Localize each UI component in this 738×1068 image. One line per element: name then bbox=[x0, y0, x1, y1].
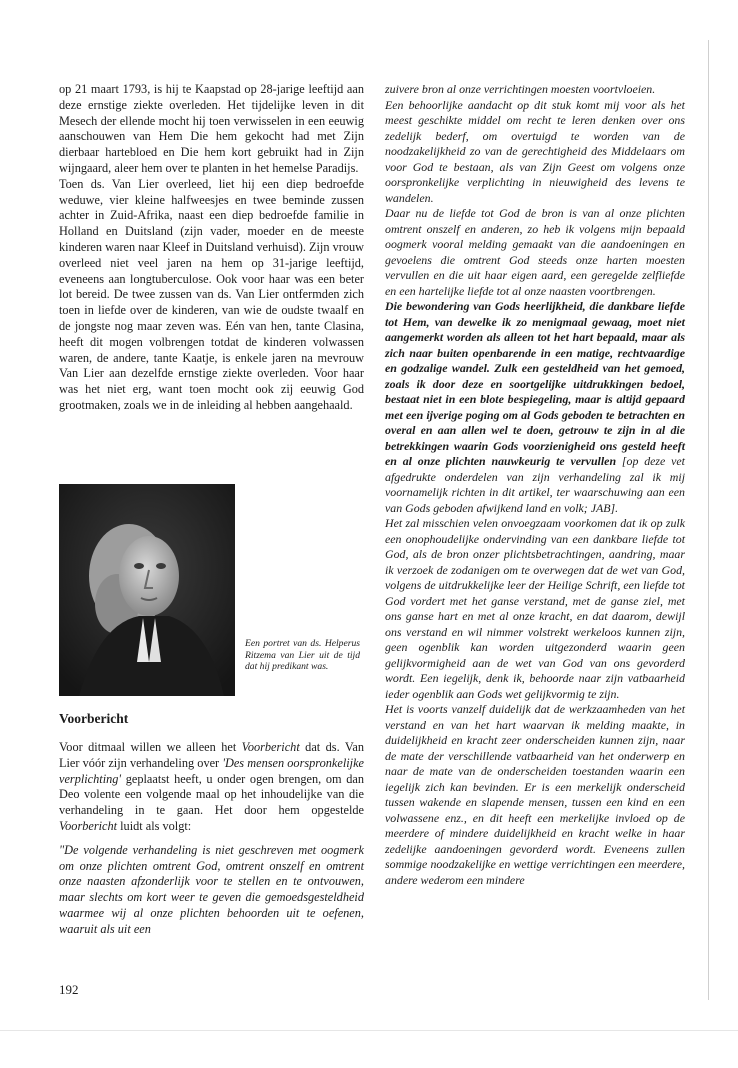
right-paragraph-5: Het zal misschien velen onvoegzaam voorkomen dat ik op zulk een onophoudelijke ondervinding van een dankbare liefde tot God, als de bron onzer plichtsbetrachtingen, aandring, maar ik verzoek de zodanigen om te overwegen dat de wet van God, volgens de uitdrukkelijke leer der Heilige Schrift, een liefde tot God vordert met het ganse verstand, met de ganse ziel, met ons ganse hart en met al onze kracht, en dat daarom, dewijl ons verstand en wil nimmer volstrekt werkeloos kunnen zijn, geen ogenblik kan worden uitgezonderd waarin geen gelijkvormigheid aan de wet van God van ons gevorderd wordt. Een iegelijk, denk ik, behoorde naar zijn vatbaarheid ieder ogenblik aan Gods wet gelijkvormig te zijn. bbox=[385, 516, 685, 701]
portrait-icon bbox=[59, 484, 235, 696]
right-paragraph-1: zuivere bron al onze verrichtingen moesten voortvloeien. bbox=[385, 82, 656, 96]
portrait-caption: Een portret van ds. Helperus Ritzema van Lier uit de tijd dat hij predikant was. bbox=[245, 638, 360, 673]
left-column-bottom bbox=[59, 740, 364, 938]
right-paragraph-3: Daar nu de liefde tot God de bron is van al onze plichten omtrent onszelf en anderen, zo heb ik volgens mijn bepaald oogmerk vooral melding gemaakt van die aandoeningen en gevoelens die omtrent God steeds onze harten moesten vervullen en die uit haar eigen aard, een geregelde zelfliefde en een hartelijke liefde tot al onze naasten voortbrengen. bbox=[385, 206, 685, 298]
right-paragraph-2: Een behoorlijke aandacht op dit stuk komt mij voor als het meest geschikte middel om recht te leren denken over ons zedelijk bederf, om overtuigd te worden van de noodzakelijkheid zo van de gerechtigheid des Middelaars om voor God te bestaan, als van Zijn Geest om volgens onze oorspronkelijke verplichting in nieuwigheid des levens te wandelen. bbox=[385, 97, 685, 205]
text-run-italic: 'Des mensen oorspronkelijke verplichting' bbox=[59, 755, 364, 786]
right-paragraph-6: Het is voorts vanzelf duidelijk dat de werkzaamheden van het verstand en van het hart waarvan ik melding maakte, in duidelijkheid en kracht zeer onderscheiden kunnen zijn, naar de mate der verschillende vatbaarheid van het onderwerp en naar de mate van de onderscheiden toestanden waarin een iegelijk zich kan bevinden. Er is een merkelijk onderscheid tussen wakende en slapende mensen, tussen een kind en een volwassene enz., en dit heeft een merkelijke invloed op de meerdere of mindere duidelijkheid en kracht welke in haar zedelijke aandoeningen gevorderd wordt. Eveneens zullen sommige noodzakelijke en wettige verrichtingen een meerdere, andere wederom een mindere bbox=[385, 702, 685, 887]
paragraph-3 bbox=[59, 740, 364, 835]
bold-passage: Die bewondering van Gods heerlijkheid, die dankbare liefde tot Hem, van dewelke ik zo menigmaal gewaag, moet niet aangemerkt worden als alleen tot het hart bepaald, maar als zich naar buiten openbarende in een matige, rechtvaardige en godzalige wandel. Zulk een gesteldheid van het gemoed, zoals ik door deze en soortgelijke uitdrukkingen bedoel, bestaat niet in een blote bespiegeling, maar is altijd gepaard met een ijverige poging om al Gods geboden te betrachten en overal en aan allen wel te doen, getrouw te zijn in al die betrekkingen waarin Gods voorzienigheid ons gesteld heeft en al onze plichten nauwkeurig te vervullen bbox=[385, 299, 685, 468]
editor-note: [op deze vet afgedrukte onderdelen van zijn verhandeling zal ik mij voornamelijk richten in dit artikel, ter waarschuwing aan een van Gods geboden afwijkend land en volk; JAB]. bbox=[385, 454, 685, 515]
paragraph-1: op 21 maart 1793, is hij te Kaapstad op 28-jarige leeftijd aan deze ernstige ziekte overleden. Het tijdelijke leven in dit Mesech der ellende mocht hij toen verwisselen in een eeuwig aanschouwen van Hem Die hem gekocht had met Zijn dierbaar hartebloed en Die hem kort gebruikt had in Zijn wijngaard, aleer hem over te planten in het hemelse Paradijs. bbox=[59, 82, 364, 175]
right-column bbox=[385, 82, 685, 888]
text-run: Voor ditmaal willen we alleen het bbox=[59, 740, 242, 754]
portrait-image bbox=[59, 484, 235, 696]
text-run: geplaatst heeft, u onder ogen brengen, om dan Deo volente een volgende maal op het inhoudelijke van die verhandeling in te gaan. Het door hem opgestelde bbox=[59, 771, 364, 818]
text-run-italic: Voorbericht bbox=[241, 740, 300, 754]
right-paragraph-4 bbox=[385, 299, 685, 516]
text-run: luidt als volgt: bbox=[117, 818, 192, 833]
text-run: dat ds. Van Lier vóór zijn verhandeling over bbox=[59, 740, 364, 770]
text-run-italic: Voorbericht bbox=[59, 818, 118, 833]
paragraph-2: Toen ds. Van Lier overleed, liet hij een diep bedroefde weduwe, vier kleine halfweesjes en twee beminde zussen achter in Zuid-Afrika, naast een diep bedroefde familie in Holland en Duitsland (zijn vader, moeder en de meeste kinderen waren naar Kleef in Duitsland verhuisd). Zijn vrouw overleed niet veel jaren na hem op 31-jarige leeftijd, eveneens aan longtuberculose. Ook voor haar was een beter lot bereid. De twee zussen van ds. Van Lier ontfermden zich toen in liefde over de kinderen, van wie de oudste twaalf en de jongste nog maar zeven was. Eén van hen, tante Clasina, heeft dit mogen volbrengen totdat de kinderen volwassen waren, de andere, tante Kaatje, is enkele jaren na mevrouw Van Lier aan dezelfde ernstige ziekte overleden. Voor haar was het niet erg, want toen mocht ook zij eeuwig God grootmaken, zoals we in de inleiding al hebben aangehaald. bbox=[59, 176, 364, 412]
left-column-top bbox=[59, 82, 364, 414]
page-edge-rule bbox=[0, 1030, 738, 1031]
page-number: 192 bbox=[59, 982, 79, 997]
section-heading: Voorbericht bbox=[59, 711, 129, 726]
margin-rule bbox=[708, 40, 709, 1000]
quote-paragraph: "De volgende verhandeling is niet geschreven met oogmerk om onze plichten omtrent God, omtrent onszelf en omtrent onze naasten afzonderlijk voor te stellen en te ontvouwen, maar slechts om kort weer te geven die gemoedsgesteldheid waarmee wij al onze plichten behoorden uit te oefenen, waaruit als uit een bbox=[59, 842, 364, 936]
